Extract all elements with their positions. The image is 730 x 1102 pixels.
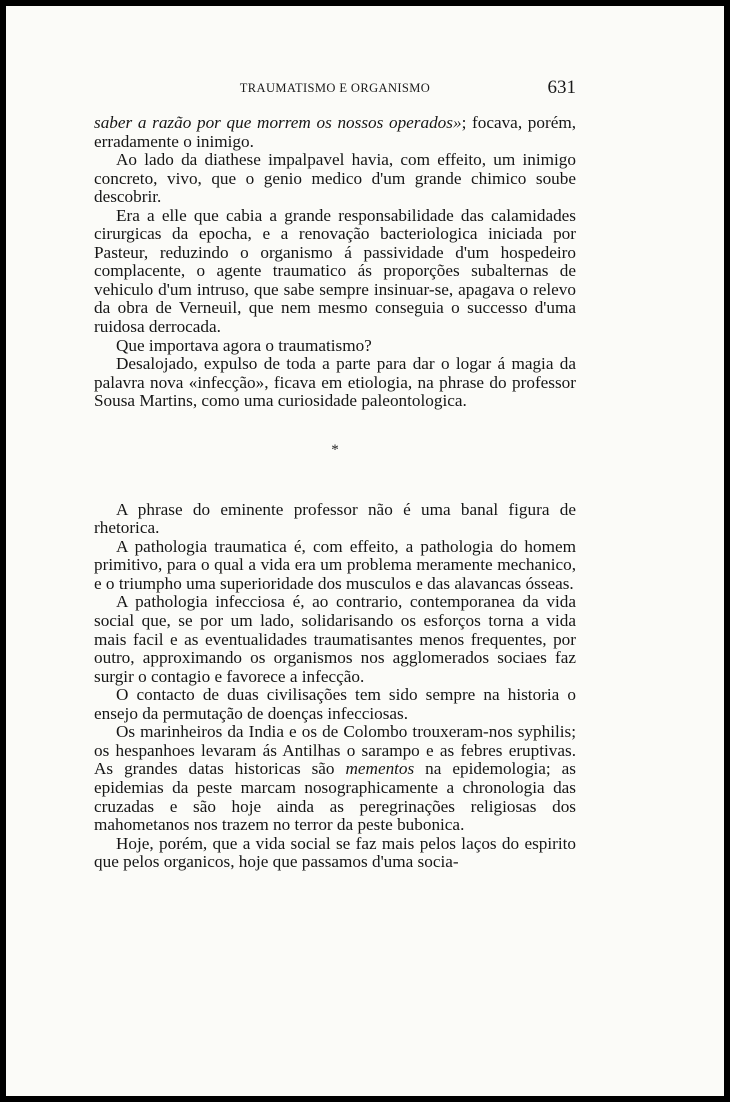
paragraph: O contacto de duas civilisações tem sido sempre na historia o ensejo da permutação de doenças infecciosas.	[94, 685, 576, 723]
paragraph-text: Os marinheiros da India e os de Colombo trouxeram-nos syphilis; os hespanhoes levaram ás Antilhas o sarampo e as febres eruptivas. As grandes datas historicas são	[94, 722, 576, 779]
italic-quote: saber a razão por que morrem os nossos operados»	[94, 113, 462, 132]
paragraph	[94, 723, 576, 834]
paragraph: Hoje, porém, que a vida social se faz mais pelos laços do espirito que pelos organicos, hoje que passamos d'uma socia-	[94, 833, 576, 872]
paragraph: Era a elle que cabia a grande responsabilidade das calamidades cirurgicas da epocha, e a renovação bacteriologica iniciada por Pasteur, reduzindo o organismo á passividade d'um hospedeiro complacente, o agente traumatico ás proporções subalternas de vehiculo d'um intruso, que sabe sempre insinuar-se, apagava o relevo da obra de Verneuil, que nem mesmo conseguia o successo d'uma ruidosa derrocada.	[94, 205, 576, 337]
paragraph: Que importava agora o traumatismo?	[116, 335, 372, 355]
paragraph: A phrase do eminente professor não é uma banal figura de rhetorica.	[94, 499, 576, 538]
paragraph: A pathologia traumatica é, com effeito, a pathologia do homem primitivo, para o qual a vida era um problema meramente mechanico, e o triumpho uma superioridade dos musculos e das alavancas ósseas.	[94, 536, 576, 593]
paragraph-text: na epidemologia; as epidemias da peste marcam nosographicamente a chronologia das cruzadas e são hoje ainda as peregrinações religiosas dos mahometanos nos trazem no terror da peste bubonica.	[94, 759, 576, 835]
page-number: 631	[547, 77, 576, 98]
running-title: TRAUMATISMO E ORGANISMO	[239, 81, 431, 95]
running-head	[94, 77, 576, 101]
paragraph: A pathologia infecciosa é, ao contrario, contemporanea da vida social que, se por um lado, solidarisando os esforços torna a vida mais facil e as eventualidades traumatisantes menos frequentes, por outro, approximando os organismos nos agglomerados sociaes faz surgir o contagio e favorece a infecção.	[94, 592, 576, 686]
paragraph: Ao lado da diathese impalpavel havia, com effeito, um inimigo concreto, vivo, que o genio medico d'um grande chimico soube descobrir.	[94, 150, 576, 207]
paragraph: Desalojado, expulso de toda a parte para dar o logar á magia da palavra nova «infecção», ficava em etiologia, na phrase do professor Sousa Martins, como uma curiosidade paleontologica.	[94, 354, 576, 411]
body-text	[94, 114, 576, 872]
italic-word: mementos	[345, 759, 415, 779]
section-separator: *	[331, 441, 339, 458]
paragraph	[94, 114, 576, 151]
book-page	[6, 6, 724, 1096]
paragraph-text: ; focava, porém, erradamente o inimigo.	[94, 113, 576, 151]
